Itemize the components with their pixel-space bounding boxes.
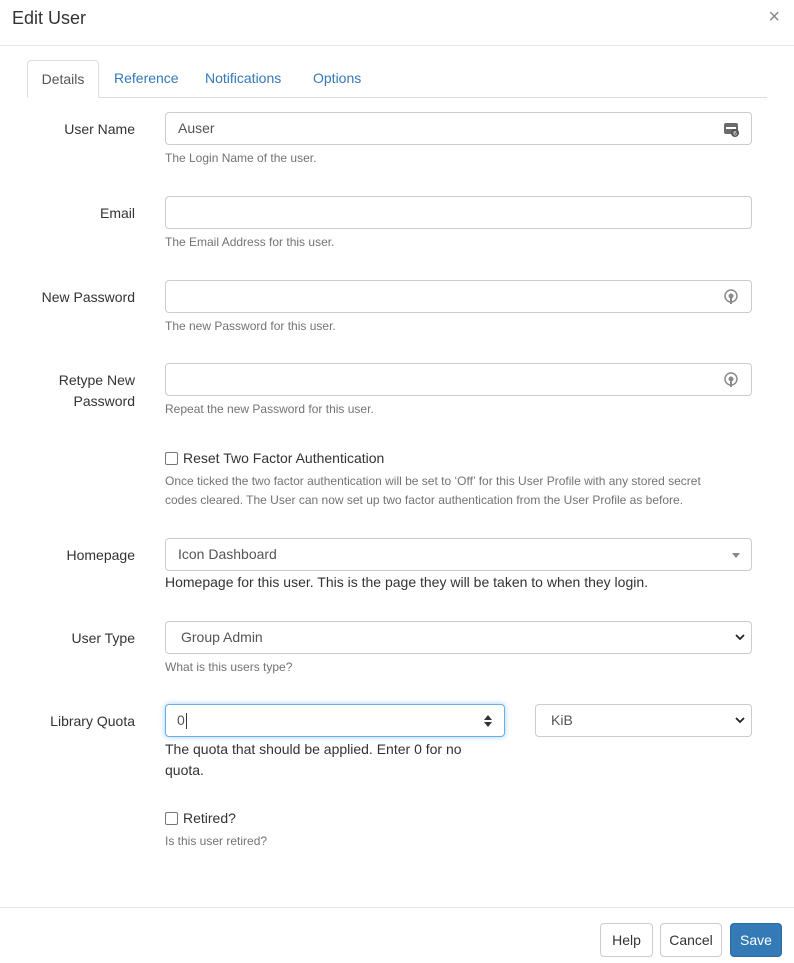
homepage-select[interactable] bbox=[165, 538, 752, 571]
homepage-label: Homepage bbox=[66, 547, 135, 563]
caret-down-icon bbox=[732, 553, 740, 558]
reset-2fa-checkbox[interactable] bbox=[165, 452, 178, 465]
retired-checkbox[interactable] bbox=[165, 812, 178, 825]
new-password-help: The new Password for this user. bbox=[165, 319, 336, 333]
chevron-down-icon bbox=[735, 632, 745, 642]
close-icon[interactable]: × bbox=[768, 6, 780, 28]
email-label: Email bbox=[99, 205, 135, 221]
library-quota-help-line2: quota. bbox=[165, 762, 204, 778]
text-cursor bbox=[186, 713, 187, 729]
tab-notifications[interactable]: Notifications bbox=[205, 70, 282, 86]
svg-text:6: 6 bbox=[733, 130, 737, 137]
help-button[interactable]: Help bbox=[600, 923, 653, 957]
username-help: The Login Name of the user. bbox=[165, 151, 317, 165]
user-type-value: Group Admin bbox=[181, 629, 263, 645]
new-password-label: New Password bbox=[41, 289, 135, 305]
homepage-help: Homepage for this user. This is the page they will be taken to when they login. bbox=[165, 574, 649, 590]
email-help: The Email Address for this user. bbox=[165, 235, 335, 249]
password-manager-icon[interactable] bbox=[723, 121, 739, 137]
retired-help: Is this user retired? bbox=[165, 834, 268, 848]
username-field[interactable] bbox=[165, 112, 752, 145]
library-quota-help bbox=[165, 739, 462, 781]
tab-reference[interactable]: Reference bbox=[114, 70, 179, 86]
password-reveal-icon[interactable] bbox=[723, 289, 739, 305]
username-label: User Name bbox=[64, 121, 135, 137]
spinner-arrows-icon[interactable] bbox=[483, 713, 493, 729]
reset-2fa-help-line1: Once ticked the two factor authentication will be set to ‘Off’ for this User Profile with any stored secret bbox=[165, 474, 701, 488]
password-reveal-icon[interactable] bbox=[723, 372, 739, 388]
dialog-title: Edit User bbox=[12, 8, 87, 28]
library-quota-input[interactable] bbox=[165, 704, 505, 737]
dialog-header bbox=[0, 0, 794, 46]
retired-label[interactable]: Retired? bbox=[183, 810, 236, 826]
dialog-footer bbox=[0, 907, 794, 963]
retype-password-help: Repeat the new Password for this user. bbox=[165, 402, 374, 416]
reset-2fa-help bbox=[165, 472, 701, 510]
user-type-select[interactable] bbox=[165, 621, 752, 654]
library-quota-label: Library Quota bbox=[50, 713, 135, 729]
username-value: Auser bbox=[178, 120, 215, 136]
quota-unit-value: KiB bbox=[551, 712, 573, 728]
homepage-value: Icon Dashboard bbox=[178, 546, 277, 562]
library-quota-value: 0 bbox=[177, 712, 185, 728]
save-button[interactable]: Save bbox=[730, 923, 782, 957]
new-password-field[interactable] bbox=[165, 280, 752, 313]
reset-2fa-label[interactable]: Reset Two Factor Authentication bbox=[183, 450, 385, 466]
retype-password-label-line2: Password bbox=[73, 393, 135, 409]
user-type-help: What is this users type? bbox=[165, 660, 293, 674]
retype-password-label-line1: Retype New bbox=[58, 372, 135, 388]
chevron-down-icon bbox=[735, 715, 745, 725]
email-field[interactable] bbox=[165, 196, 752, 229]
library-quota-help-line1: The quota that should be applied. Enter 0 for no bbox=[165, 741, 462, 757]
user-type-label: User Type bbox=[71, 630, 135, 646]
reset-2fa-help-line2: codes cleared. The User can now set up two factor authentication from the User Profile as before. bbox=[165, 493, 684, 507]
cancel-button[interactable]: Cancel bbox=[660, 923, 722, 957]
tab-options[interactable]: Options bbox=[313, 70, 362, 86]
retype-password-label bbox=[59, 370, 135, 412]
tab-details[interactable]: Details bbox=[27, 60, 99, 98]
retype-password-field[interactable] bbox=[165, 363, 752, 396]
quota-unit-select[interactable] bbox=[535, 704, 752, 737]
tab-bar bbox=[27, 60, 767, 98]
